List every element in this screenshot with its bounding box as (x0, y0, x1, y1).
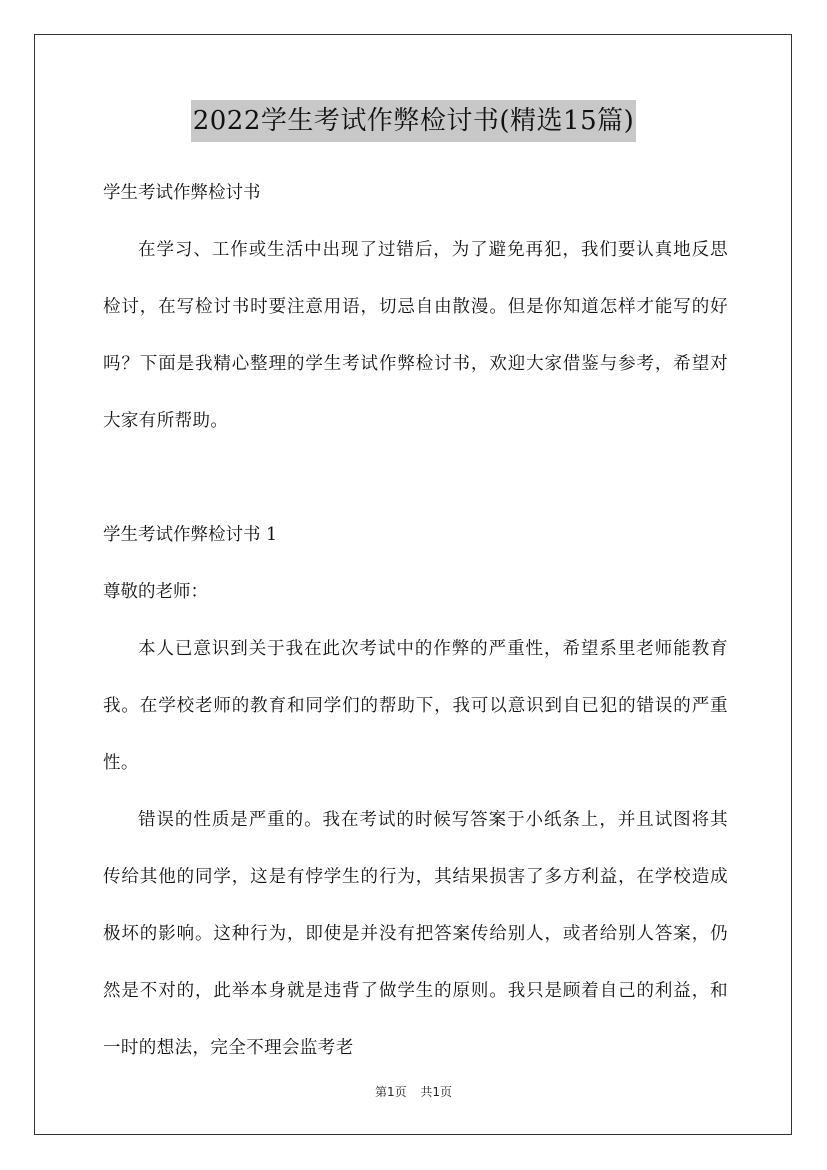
body-paragraph: 本人已意识到关于我在此次考试中的作弊的严重性，希望系里老师能教育我。在学校老师的教育和同学们的帮助下，我可以意识到自已犯的错误的严重性。 (103, 639, 728, 773)
body-paragraph: 错误的性质是严重的。我在考试的时候写答案于小纸条上，并且试图将其传给其他的同学，这是有悖学生的行为，其结果损害了多方利益，在学校造成极坏的影响。这种行为，即使是并没有把答案传给别人，或者给别人答案，仍然是不对的，此举本身就是违背了做学生的原则。我只是顾着自己的利益，和一时的想法，完全不理会监考老 (103, 810, 728, 1058)
page-total: 共1页 (420, 1085, 453, 1099)
title-container (0, 100, 827, 142)
paragraph-gap (103, 450, 728, 507)
page-number: 第1页 (374, 1085, 407, 1099)
document-body (103, 165, 728, 1077)
salutation: 尊敬的老师： (103, 582, 208, 602)
section-heading: 学生考试作弊检讨书 (103, 183, 261, 203)
page-footer (0, 1083, 827, 1100)
letter-heading: 学生考试作弊检讨书 1 (103, 525, 278, 545)
intro-paragraph: 在学习、工作或生活中出现了过错后，为了避免再犯，我们要认真地反思检讨，在写检讨书时要注意用语，切忌自由散漫。但是你知道怎样才能写的好吗？下面是我精心整理的学生考试作弊检讨书，欢迎大家借鉴与参考，希望对大家有所帮助。 (103, 240, 728, 431)
document-title: 2022学生考试作弊检讨书(精选15篇) (191, 100, 637, 142)
